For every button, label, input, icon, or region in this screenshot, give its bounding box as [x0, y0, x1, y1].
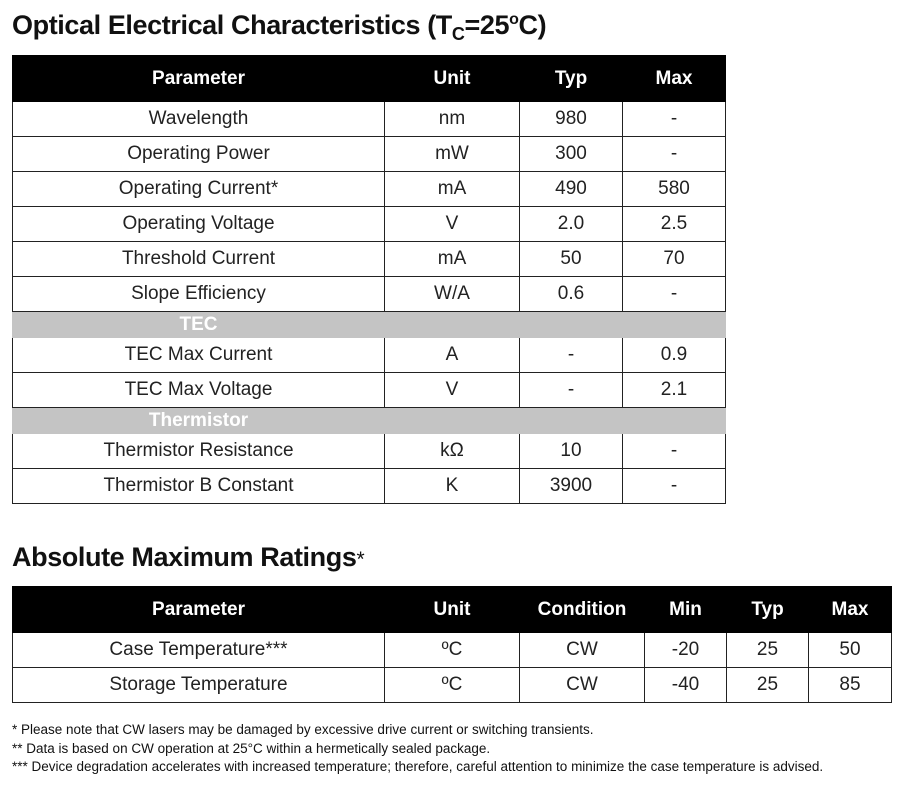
header-max: Max	[623, 56, 726, 102]
table-row	[13, 172, 726, 207]
cell-parameter: Case Temperature***	[13, 633, 385, 668]
title-text-suffix: C)	[518, 10, 547, 40]
cell-typ: 0.6	[520, 277, 623, 312]
group-spacer	[520, 408, 623, 434]
cell-unit: ºC	[385, 668, 520, 703]
cell-max: -	[623, 102, 726, 137]
cell-max: 0.9	[623, 338, 726, 373]
group-spacer	[623, 408, 726, 434]
cell-parameter: Thermistor B Constant	[13, 469, 385, 504]
cell-max: -	[623, 277, 726, 312]
cell-parameter: Threshold Current	[13, 242, 385, 277]
section-title-optical-electrical	[12, 10, 547, 44]
title-text: Optical Electrical Characteristics (T	[12, 10, 452, 40]
group-row-tec	[13, 312, 726, 338]
cell-parameter: Thermistor Resistance	[13, 434, 385, 469]
header-typ: Typ	[727, 587, 809, 633]
table-row	[13, 434, 726, 469]
footnote-3: *** Device degradation accelerates with increased temperature; therefore, careful attention to minimize the case temperature is advised.	[12, 759, 824, 774]
group-spacer	[520, 312, 623, 338]
header-parameter: Parameter	[13, 587, 385, 633]
cell-parameter: Operating Current*	[13, 172, 385, 207]
cell-condition: CW	[520, 633, 645, 668]
cell-max: 85	[809, 668, 892, 703]
cell-unit: A	[385, 338, 520, 373]
cell-max: 580	[623, 172, 726, 207]
absolute-maximum-table	[12, 586, 892, 703]
cell-typ: 300	[520, 137, 623, 172]
table-header-row	[13, 56, 726, 102]
title-footnote-star: *	[356, 548, 365, 571]
cell-parameter: Operating Power	[13, 137, 385, 172]
title-subscript: C	[451, 24, 465, 44]
group-spacer	[385, 312, 520, 338]
cell-unit: mA	[385, 242, 520, 277]
cell-max: 2.1	[623, 373, 726, 408]
cell-parameter: Slope Efficiency	[13, 277, 385, 312]
cell-unit: mW	[385, 137, 520, 172]
section-title-absolute-maximum	[12, 542, 364, 573]
cell-max: 70	[623, 242, 726, 277]
table-row	[13, 242, 726, 277]
footnote-2: ** Data is based on CW operation at 25°C within a hermetically sealed package.	[12, 740, 491, 756]
group-row-thermistor	[13, 408, 726, 434]
cell-unit: V	[385, 373, 520, 408]
footnotes	[12, 721, 823, 777]
table-row	[13, 102, 726, 137]
cell-condition: CW	[520, 668, 645, 703]
title-text-mid: =25	[464, 10, 510, 40]
header-condition: Condition	[520, 587, 645, 633]
title-superscript: o	[509, 11, 519, 28]
cell-parameter: Wavelength	[13, 102, 385, 137]
table-row	[13, 668, 892, 703]
cell-max: -	[623, 137, 726, 172]
footnote-1: * Please note that CW lasers may be damaged by excessive drive current or switching transients.	[12, 722, 594, 737]
cell-max: 50	[809, 633, 892, 668]
table-row	[13, 277, 726, 312]
cell-unit: W/A	[385, 277, 520, 312]
header-typ: Typ	[520, 56, 623, 102]
table-header-row	[13, 587, 892, 633]
cell-parameter: Operating Voltage	[13, 207, 385, 242]
cell-min: -20	[645, 633, 727, 668]
table-row	[13, 373, 726, 408]
cell-typ: -	[520, 338, 623, 373]
cell-typ: 25	[727, 633, 809, 668]
table-row	[13, 469, 726, 504]
header-unit: Unit	[385, 587, 520, 633]
group-label-tec: TEC	[13, 312, 385, 338]
cell-max: -	[623, 434, 726, 469]
cell-unit: kΩ	[385, 434, 520, 469]
header-max: Max	[809, 587, 892, 633]
cell-typ: 490	[520, 172, 623, 207]
group-spacer	[623, 312, 726, 338]
cell-min: -40	[645, 668, 727, 703]
title-text: Absolute Maximum Ratings	[12, 542, 357, 572]
group-spacer	[385, 408, 520, 434]
cell-typ: 10	[520, 434, 623, 469]
table-row	[13, 633, 892, 668]
cell-max: 2.5	[623, 207, 726, 242]
cell-parameter: TEC Max Voltage	[13, 373, 385, 408]
cell-typ: 2.0	[520, 207, 623, 242]
cell-unit: K	[385, 469, 520, 504]
cell-unit: V	[385, 207, 520, 242]
cell-typ: 3900	[520, 469, 623, 504]
table-row	[13, 207, 726, 242]
cell-typ: 50	[520, 242, 623, 277]
cell-typ: -	[520, 373, 623, 408]
cell-typ: 980	[520, 102, 623, 137]
table-row	[13, 338, 726, 373]
header-unit: Unit	[385, 56, 520, 102]
optical-electrical-table	[12, 55, 726, 504]
cell-unit: ºC	[385, 633, 520, 668]
cell-max: -	[623, 469, 726, 504]
cell-unit: nm	[385, 102, 520, 137]
header-parameter: Parameter	[13, 56, 385, 102]
table-row	[13, 137, 726, 172]
header-min: Min	[645, 587, 727, 633]
cell-parameter: TEC Max Current	[13, 338, 385, 373]
cell-parameter: Storage Temperature	[13, 668, 385, 703]
cell-typ: 25	[727, 668, 809, 703]
group-label-thermistor: Thermistor	[13, 408, 385, 434]
cell-unit: mA	[385, 172, 520, 207]
